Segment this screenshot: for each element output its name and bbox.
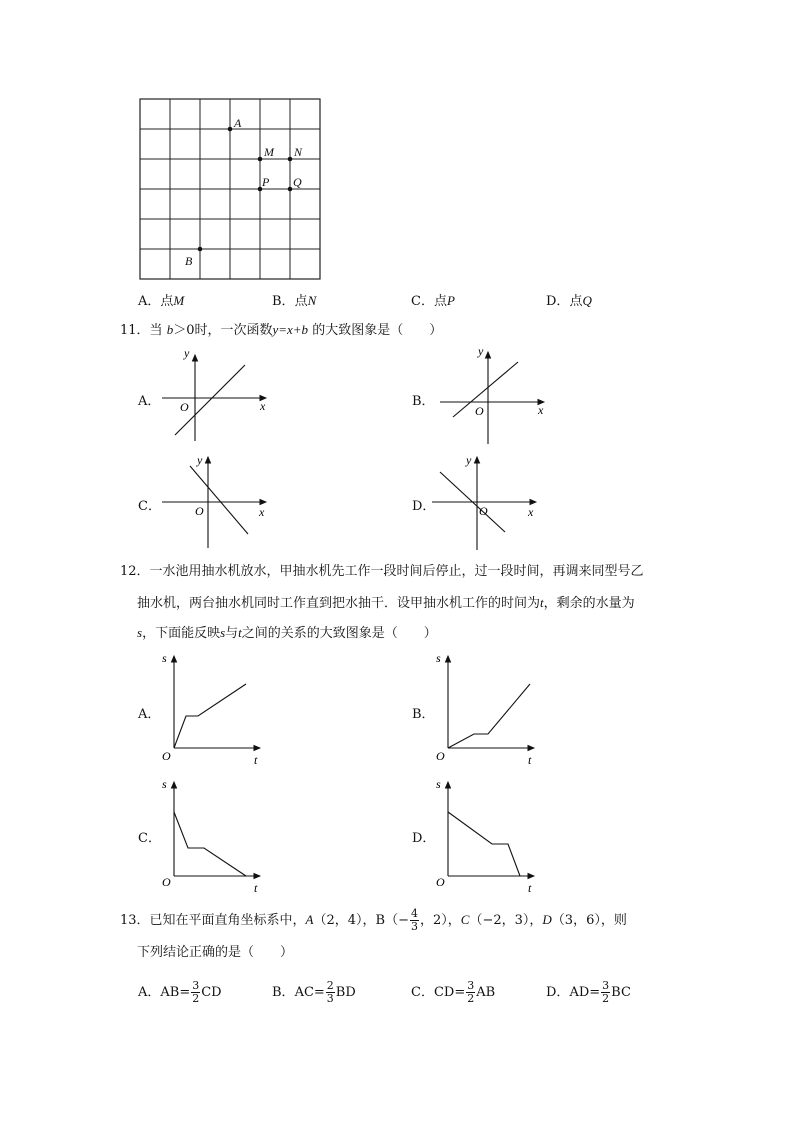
label-M: M [264,145,274,159]
q12-option-a-label[interactable]: A． [138,707,161,722]
q10-grid-figure [130,92,330,287]
q13-option-d[interactable]: D．AD= $\frac{3}{2}$ BC [546,979,631,1005]
svg-text:x: x [538,403,544,417]
svg-text:t: t [254,881,258,894]
q12-option-c-label[interactable]: C． [138,831,161,846]
q11-graph-d[interactable] [430,452,550,552]
q11-option-b-label[interactable]: B． [412,394,435,409]
svg-text:y: y [478,344,484,358]
svg-text:s: s [436,651,441,665]
label-P: P [262,175,270,189]
svg-text:y: y [466,453,472,467]
q10-option-c[interactable]: C．点P [411,293,455,309]
svg-text:x: x [260,399,266,413]
q10-option-d[interactable]: D．点Q [546,293,592,309]
q11-option-a-label[interactable]: A． [138,394,161,409]
q13-option-b[interactable]: B．AC= $\frac{2}{3}$ BD [272,979,356,1005]
svg-text:s: s [436,777,441,791]
svg-text:s: s [162,651,167,665]
q13-stem-line1: 13．已知在平面直角坐标系中，A（2，4），B（− $\frac{4}{3}$ ，2），C（−2，3），D（3，6），则 [120,907,627,933]
point-Q [288,187,293,192]
svg-text:O: O [162,875,171,889]
svg-text:t: t [528,881,532,894]
svg-text:O: O [479,504,488,518]
svg-text:t: t [528,753,532,767]
svg-text:O: O [195,504,204,518]
q12-graph-c[interactable] [158,774,268,894]
svg-text:O: O [436,749,445,763]
label-A: A [234,116,242,130]
svg-text:y: y [184,346,190,360]
q11-stem: 11．当 b＞0时，一次函数y=x+b 的大致图象是（ ） [120,322,443,338]
point-N [288,157,293,162]
svg-text:O: O [162,749,171,763]
q13-option-c[interactable]: C．CD= $\frac{3}{2}$ AB [411,979,496,1005]
svg-text:O: O [180,400,189,414]
svg-text:x: x [528,505,534,519]
q12-graph-a[interactable] [158,648,268,768]
q11-option-c-label[interactable]: C． [138,499,161,514]
q12-option-d-label[interactable]: D． [412,831,436,846]
q12-stem-line2: 抽水机，两台抽水机同时工作直到把水抽干．设甲抽水机工作的时间为t，剩余的水量为 [137,595,635,611]
q11-graph-b[interactable] [438,342,558,447]
svg-text:x: x [259,505,265,519]
svg-text:t: t [254,753,258,767]
q10-option-a[interactable]: A．点M [138,293,185,309]
svg-text:y: y [197,453,203,467]
q10-option-b[interactable]: B．点N [272,293,317,309]
q13-stem-line2: 下列结论正确的是（ ） [137,945,294,960]
point-B [198,247,203,252]
q12-graph-b[interactable] [432,648,542,768]
q11-graph-c[interactable] [160,452,280,552]
q13-option-a[interactable]: A．AB= $\frac{3}{2}$ CD [138,979,222,1005]
svg-text:O: O [475,404,484,418]
svg-text:s: s [162,777,167,791]
q11-option-d-label[interactable]: D． [412,499,436,514]
q12-graph-d[interactable] [432,774,542,894]
label-N: N [294,145,303,159]
q12-stem-line1: 12．一水池用抽水机放水，甲抽水机先工作一段时间后停止，过一段时间，再调来同型号乙 [120,564,644,579]
q12-stem-line3: s，下面能反映s与t之间的关系的大致图象是（ ） [137,625,437,641]
point-A [228,127,233,132]
q11-graph-a[interactable] [160,345,280,445]
q12-option-b-label[interactable]: B． [412,707,435,722]
label-Q: Q [293,175,302,189]
label-B: B [185,254,193,268]
svg-text:O: O [436,875,445,889]
point-M [258,157,263,162]
